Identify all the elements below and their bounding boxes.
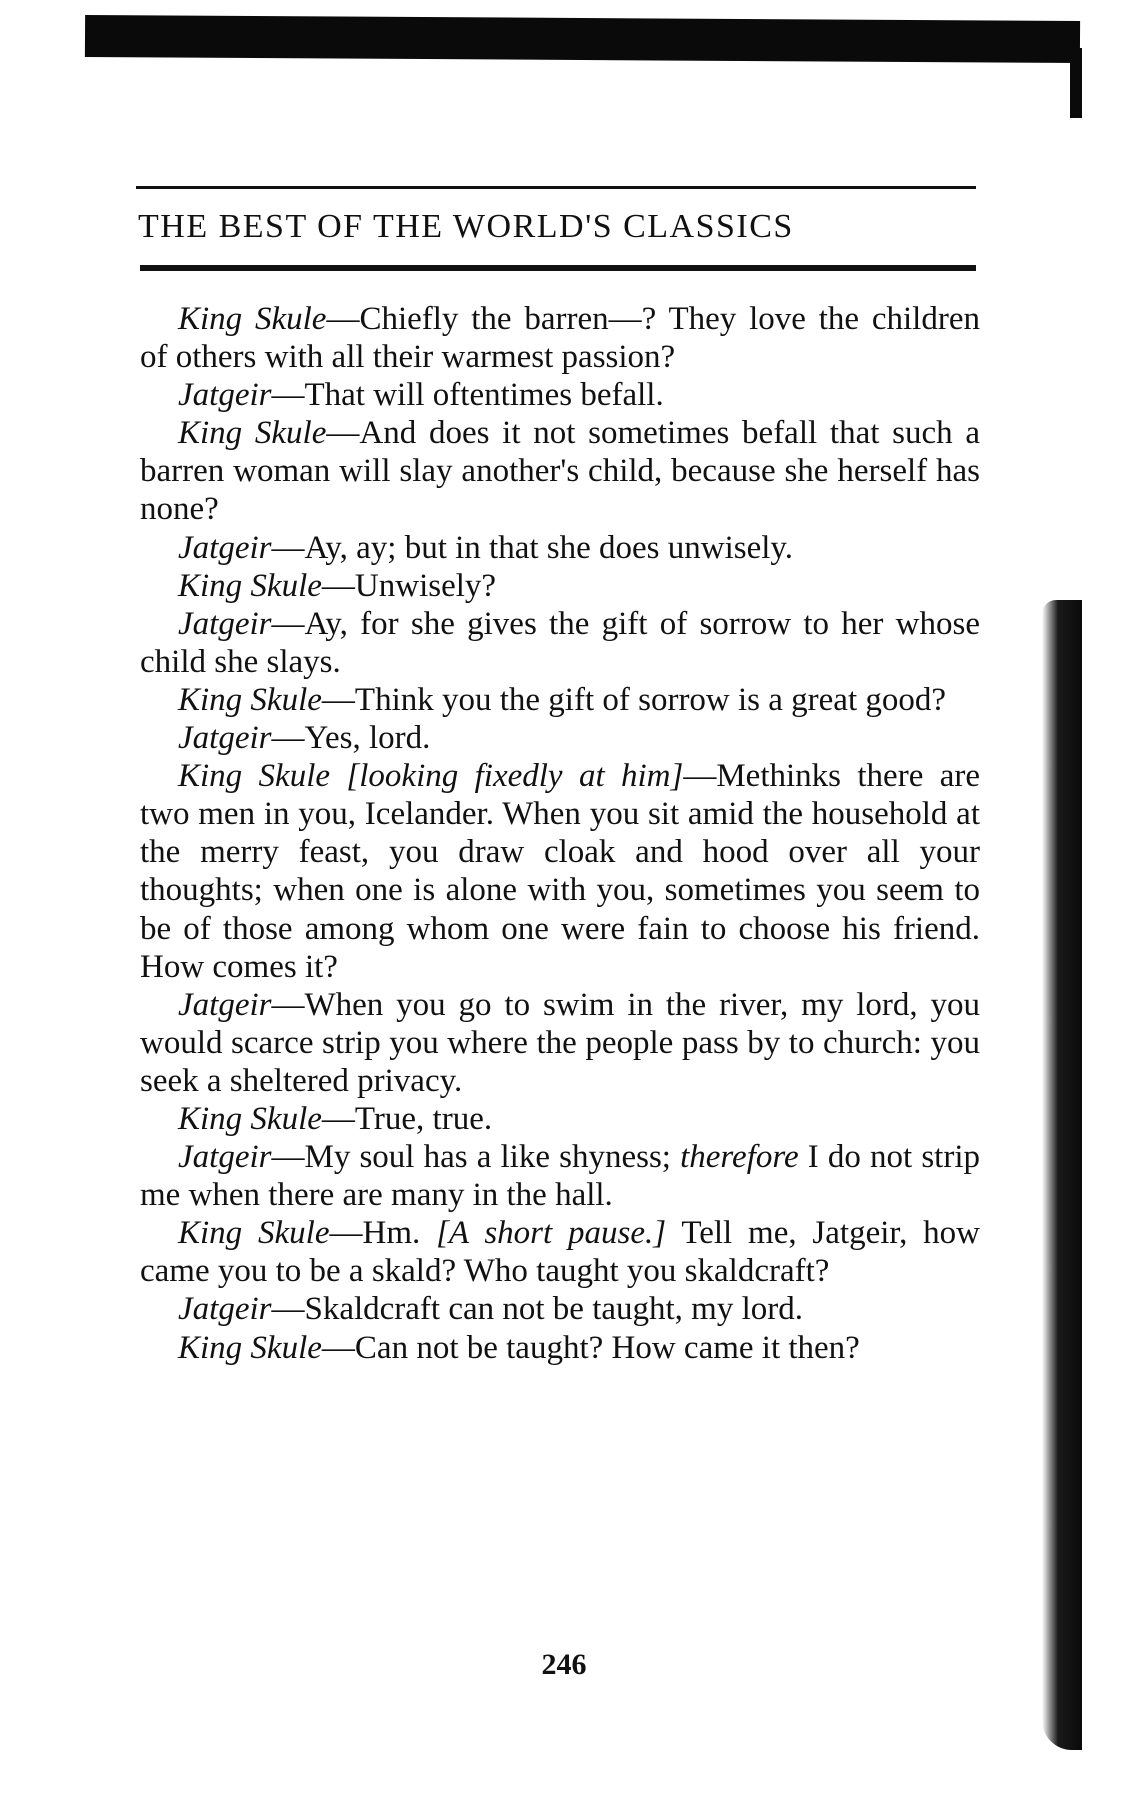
- speech-cont: I do not strip me when there are many in the hall.: [140, 1139, 980, 1214]
- speech: —Ay, ay; but in that she does unwisely.: [271, 529, 794, 566]
- speech: —Methinks there are two men in you, Icelander. When you sit amid the household at the merry feast, you draw cloak and hood over all your thoughts; when one is alone with you, sometimes you seem to be of those among whom one were fain to choose his friend. How comes it?: [140, 758, 981, 985]
- speaker-name: Jatgeir: [178, 377, 272, 414]
- speech: —Ay, for she gives the gift of sorrow to her whose child she slays.: [140, 605, 980, 680]
- speech: —Skaldcraft can not be taught, my lord.: [271, 1291, 804, 1328]
- dialogue-line: [140, 376, 980, 414]
- speech: —True, true.: [321, 1100, 493, 1137]
- dialogue-line: [140, 757, 980, 986]
- dialogue-line: [140, 1214, 980, 1290]
- dialogue-line: [140, 414, 980, 528]
- speech: —That will oftentimes befall.: [271, 377, 664, 414]
- dialogue-line: [140, 529, 980, 567]
- speaker-name: Jatgeir: [178, 1139, 272, 1176]
- speaker-name: King Skule: [178, 1100, 322, 1137]
- page-edge-shadow: [1042, 600, 1082, 1750]
- dialogue-line: [140, 300, 980, 376]
- speech: —Can not be taught? How came it then?: [321, 1329, 860, 1366]
- stage-direction: [looking fixedly at him]: [346, 758, 684, 795]
- page-number: 246: [541, 1648, 587, 1681]
- speaker-name: King Skule: [178, 415, 327, 452]
- scan-dark-bar: [85, 15, 1080, 63]
- dialogue-line: [140, 681, 980, 719]
- speaker-name: King Skule: [178, 1215, 330, 1252]
- speech: —And does it not sometimes befall that such a barren woman will slay another's child, because she herself has none?: [140, 415, 980, 528]
- speech: —Yes, lord.: [271, 720, 431, 757]
- speaker-name: King Skule: [178, 681, 322, 718]
- dialogue-line: [140, 1138, 980, 1214]
- speaker-name: King Skule: [178, 758, 331, 795]
- speaker-name: Jatgeir: [178, 529, 272, 566]
- speech: —Chiefly the barren—? They love the children of others with all their warmest passion?: [140, 301, 980, 376]
- scan-dark-bar-edge: [1070, 48, 1082, 118]
- speaker-name: King Skule: [178, 1329, 322, 1366]
- header-rule-top: [136, 186, 976, 189]
- speaker-name: Jatgeir: [178, 720, 272, 757]
- header-rule-bottom: [140, 265, 976, 271]
- speaker-name: Jatgeir: [178, 1291, 272, 1328]
- speech-cont: Tell me, Jatgeir, how came you to be a skald? Who taught you skaldcraft?: [140, 1215, 980, 1290]
- speaker-name: King Skule: [178, 567, 322, 604]
- speaker-name: Jatgeir: [178, 986, 272, 1023]
- dialogue-line: [140, 986, 980, 1100]
- speaker-name: Jatgeir: [178, 605, 272, 642]
- dialogue-line: [140, 1290, 980, 1328]
- running-head: THE BEST OF THE WORLD'S CLASSICS: [138, 208, 794, 245]
- speech: —Hm.: [329, 1215, 437, 1252]
- emphasis: therefore: [680, 1139, 799, 1176]
- stage-direction: [A short pause.]: [436, 1215, 667, 1252]
- dialogue-body: [140, 300, 980, 1367]
- dialogue-line: [140, 719, 980, 757]
- dialogue-line: [140, 605, 980, 681]
- speech: —When you go to swim in the river, my lord, you would scarce strip you where the people pass by to church: you seek a sheltered privacy.: [140, 986, 980, 1099]
- speech: —My soul has a like shyness;: [271, 1139, 681, 1176]
- speech: —Unwisely?: [321, 567, 497, 604]
- speech: —Think you the gift of sorrow is a great good?: [321, 681, 947, 718]
- dialogue-line: [140, 567, 980, 605]
- speaker-name: King Skule: [178, 301, 327, 337]
- dialogue-line: [140, 1329, 980, 1367]
- dialogue-line: [140, 1100, 980, 1138]
